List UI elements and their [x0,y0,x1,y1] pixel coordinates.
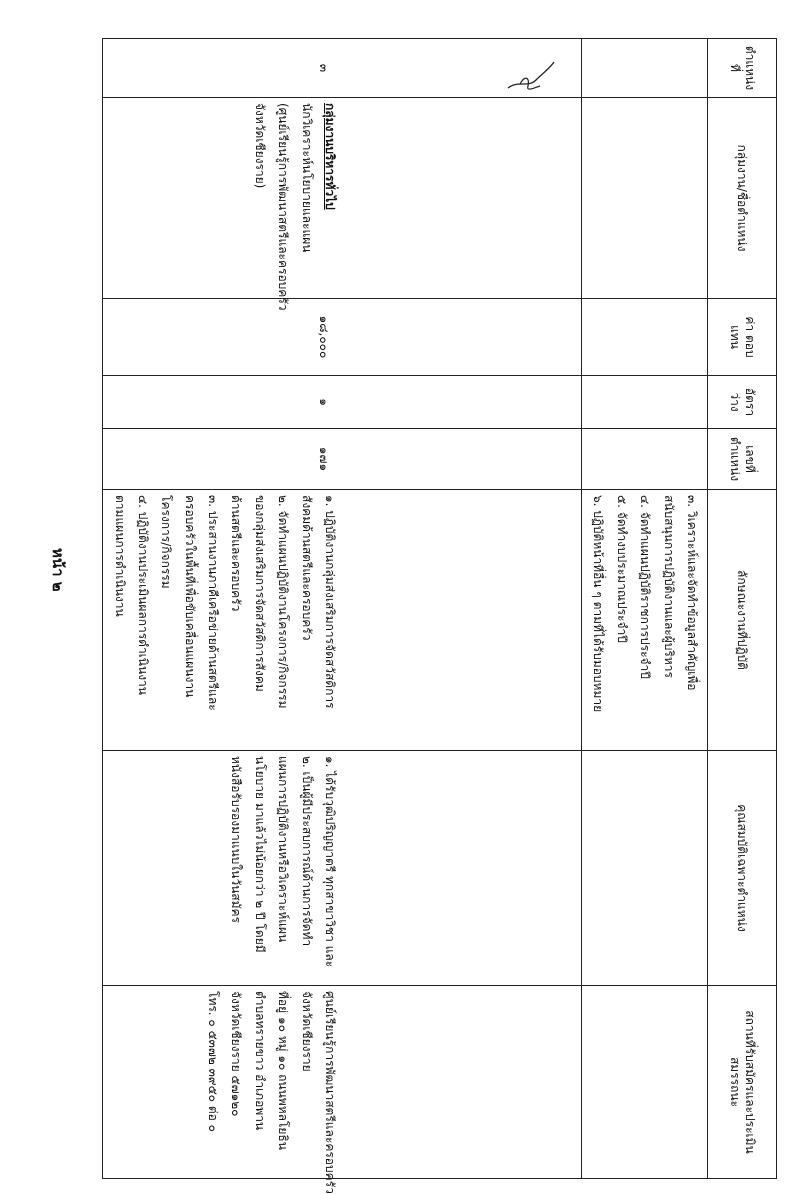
header-qualifications: คุณสมบัติเฉพาะตำแหน่ง [708,751,777,986]
cont-duties: ๓. วิเคราะห์และจัดทำข้อมูลสำคัญเพื่อ สนับสนุนการปฏิบัติงานและผู้บริหาร ๔. จัดทำแผนปฏิบัติราชการประจำปี ๕. จัดทำงบประมาณประจำปี ๖. ปฏิบัติหน้าที่อื่น ๆ ตามที่ได้รับมอบหมาย [582,490,708,751]
cont-pos [582,429,708,490]
row-duties: ๑. ปฏิบัติงานกลุ่มส่งเสริมการจัดสวัสดิการ สังคมด้านสตรีและครอบครัว ๒. จัดทำแผนปฏิบัติงานโครงการ/กิจกรรม ของกลุ่มส่งเสริมการจัดสวัสดิการสังคม ด้านสตรีและครอบครัว ๓. ประสานงานภาคีเครือข่ายด้านสตรีและ ครอบครัวในพื้นที่เพื่อขับเคลื่อนแผนงาน โครงการ/กิจกรรม ๔. ปฏิบัติงานประเมินผลการดำเนินงาน ตามแผนการดำเนินงาน [103,490,582,751]
header-pay: ค่า ตอบ แทน [708,299,777,376]
header-rate: อัตรา ว่าง [708,376,777,429]
header-position-number: เลขที่ ตำแหน่ง [708,429,777,490]
cont-rate [582,376,708,429]
row-rate: ๑ [103,376,582,429]
row-position-number: ๑๗๑ [103,429,582,490]
row-place: ศูนย์เรียนรู้การพัฒนาสตรีและครอบครัว จังหวัดเชียงราย ที่อยู่ ๑๐ หมู่ ๑๐ ถนนพหลโยธิน ตำบลทรายขาว อำเภอพาน จังหวัดเชียงราย ๕๗๑๒๐ โทร. ๐ ๕๓๗๒ ๓๙๕๐ ต่อ ๐ [103,986,582,1179]
row-no: ๓ [103,39,582,98]
cont-pay [582,299,708,376]
continued-row [582,39,708,1179]
position-table [102,38,777,1194]
page-number: หน้า ๒ [49,548,67,592]
row-qualifications: ๑. ได้รับวุฒิปริญญาตรี ทุกสาขาวิชา และ ๒. เป็นผู้มีประสบการณ์ด้านการจัดทำ แผนการปฏิบัติงานหรือวิเคราะห์แผน นโยบาย มาแล้วไม่น้อยกว่า ๒ ปี โดยมี หนังสือรับรองมาแนบในวันสมัคร [103,751,582,986]
cont-qual [582,751,708,986]
cont-name [582,98,708,299]
header-duties: ลักษณะงานที่ปฏิบัติ [708,490,777,751]
cont-place [582,986,708,1179]
group-title: กลุ่มงานบริหารทั่วไป [323,103,338,210]
row-name: กลุ่มงานบริหารทั่วไป นักวิเคราะห์นโยบายและแผน (ศูนย์เรียนรู้การพัฒนาสตรีและครอบครัว จังหวัดเชียงราย) [103,98,582,299]
header-no: ตำแหน่ง ที่ [708,39,777,98]
table-row [103,39,582,1179]
header-name: กลุ่มงาน/ชื่อตำแหน่ง [708,98,777,299]
rotated-document [112,38,777,1194]
signature-mark [500,58,560,98]
cont-no [582,39,708,98]
header-row [708,39,777,1179]
row-pay: ๑๘,๐๐๐ [103,299,582,376]
header-place: สถานที่รับสมัครและประเมินสมรรถนะ [708,986,777,1179]
